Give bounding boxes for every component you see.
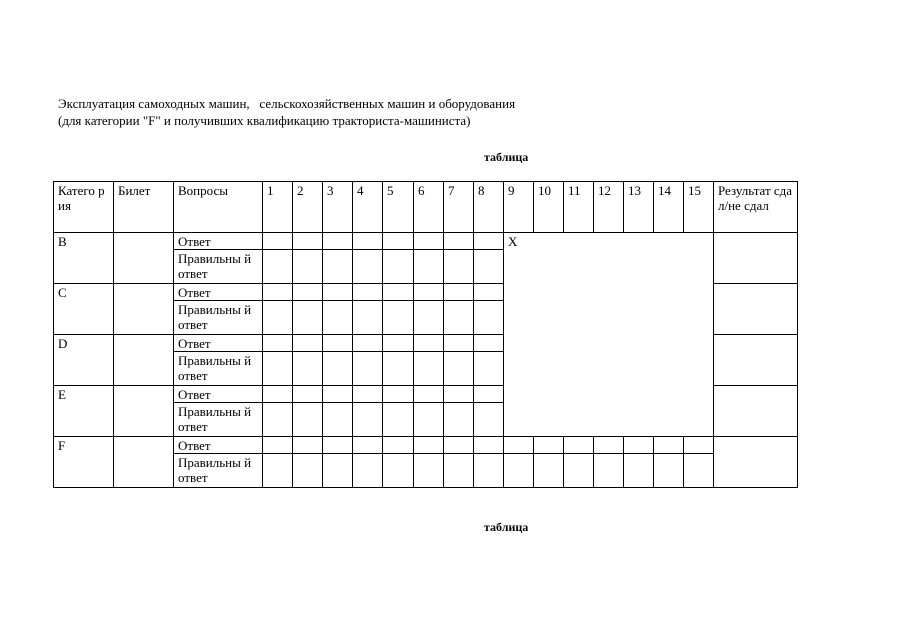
header-question-number: 1 bbox=[263, 182, 293, 233]
answer-label: Ответ bbox=[174, 335, 263, 352]
answer-cell bbox=[474, 437, 504, 454]
correct-answer-cell bbox=[293, 454, 323, 488]
category-cell: F bbox=[54, 437, 114, 488]
correct-answer-cell bbox=[474, 352, 504, 386]
answer-cell bbox=[263, 386, 293, 403]
header-question-number: 11 bbox=[564, 182, 594, 233]
answer-cell bbox=[624, 437, 654, 454]
correct-answer-cell bbox=[444, 250, 474, 284]
correct-answer-cell bbox=[383, 250, 414, 284]
header-question-number: 3 bbox=[323, 182, 353, 233]
correct-answer-label: Правильны й ответ bbox=[174, 454, 263, 488]
answer-cell bbox=[383, 386, 414, 403]
ticket-cell bbox=[114, 233, 174, 284]
category-cell: B bbox=[54, 233, 114, 284]
category-cell: D bbox=[54, 335, 114, 386]
correct-answer-cell bbox=[323, 454, 353, 488]
answer-cell bbox=[474, 386, 504, 403]
answer-cell bbox=[594, 437, 624, 454]
answer-cell bbox=[323, 335, 353, 352]
correct-answer-cell bbox=[684, 454, 714, 488]
correct-answer-cell bbox=[353, 352, 383, 386]
answer-cell bbox=[564, 437, 594, 454]
header-question-number: 5 bbox=[383, 182, 414, 233]
answer-cell bbox=[263, 284, 293, 301]
correct-answer-cell bbox=[323, 352, 353, 386]
correct-answer-cell bbox=[353, 301, 383, 335]
answer-cell bbox=[263, 335, 293, 352]
answer-cell bbox=[474, 335, 504, 352]
header-question-number: 10 bbox=[534, 182, 564, 233]
correct-answer-cell bbox=[263, 250, 293, 284]
heading-line-2: (для категории "F" и получивших квалификацию тракториста-машиниста) bbox=[58, 113, 471, 128]
answer-cell bbox=[353, 386, 383, 403]
header-question-number: 8 bbox=[474, 182, 504, 233]
answer-cell bbox=[414, 335, 444, 352]
header-question-number: 14 bbox=[654, 182, 684, 233]
answer-cell bbox=[323, 284, 353, 301]
answer-cell bbox=[383, 284, 414, 301]
answer-label: Ответ bbox=[174, 233, 263, 250]
correct-answer-cell bbox=[263, 403, 293, 437]
correct-answer-cell bbox=[624, 454, 654, 488]
answer-cell bbox=[444, 386, 474, 403]
correct-answer-cell bbox=[383, 403, 414, 437]
answer-cell bbox=[444, 437, 474, 454]
table-row bbox=[54, 437, 798, 454]
answer-cell bbox=[263, 437, 293, 454]
answer-cell bbox=[383, 437, 414, 454]
correct-answer-cell bbox=[293, 250, 323, 284]
answer-cell bbox=[474, 233, 504, 250]
category-cell: C bbox=[54, 284, 114, 335]
answer-label: Ответ bbox=[174, 437, 263, 454]
answer-cell bbox=[444, 335, 474, 352]
answer-cell bbox=[293, 437, 323, 454]
table-label-bottom: таблица bbox=[484, 520, 529, 534]
answer-cell bbox=[353, 437, 383, 454]
answer-cell bbox=[414, 233, 444, 250]
ticket-cell bbox=[114, 437, 174, 488]
table-label-top: таблица bbox=[484, 150, 529, 164]
correct-answer-cell bbox=[474, 250, 504, 284]
correct-answer-cell bbox=[414, 454, 444, 488]
answer-cell bbox=[474, 284, 504, 301]
header-question-number: 2 bbox=[293, 182, 323, 233]
answer-cell bbox=[323, 437, 353, 454]
correct-answer-cell bbox=[594, 454, 624, 488]
header-question-number: 4 bbox=[353, 182, 383, 233]
header-result: Результат сдал/не сдал bbox=[714, 182, 798, 233]
category-cell: E bbox=[54, 386, 114, 437]
correct-answer-cell bbox=[323, 403, 353, 437]
heading-line-1: Эксплуатация самоходных машин, сельскохозяйственных машин и оборудования bbox=[58, 96, 516, 111]
header-ticket: Билет bbox=[114, 182, 174, 233]
ticket-cell bbox=[114, 386, 174, 437]
correct-answer-cell bbox=[383, 352, 414, 386]
correct-answer-label: Правильны й ответ bbox=[174, 301, 263, 335]
correct-answer-label: Правильны й ответ bbox=[174, 403, 263, 437]
answer-cell bbox=[293, 233, 323, 250]
correct-answer-cell bbox=[383, 301, 414, 335]
document-heading bbox=[58, 95, 515, 129]
correct-answer-cell bbox=[564, 454, 594, 488]
answer-cell bbox=[293, 386, 323, 403]
result-cell bbox=[714, 233, 798, 284]
answer-cell bbox=[444, 284, 474, 301]
correct-answer-cell bbox=[444, 454, 474, 488]
answer-label: Ответ bbox=[174, 284, 263, 301]
correct-answer-cell bbox=[293, 403, 323, 437]
exam-table bbox=[53, 181, 798, 488]
correct-answer-cell bbox=[474, 454, 504, 488]
answer-label: Ответ bbox=[174, 386, 263, 403]
correct-answer-cell bbox=[504, 454, 534, 488]
answer-cell bbox=[684, 437, 714, 454]
result-cell bbox=[714, 284, 798, 335]
correct-answer-cell bbox=[263, 301, 293, 335]
correct-answer-cell bbox=[323, 301, 353, 335]
correct-answer-cell bbox=[323, 250, 353, 284]
result-cell bbox=[714, 437, 798, 488]
correct-answer-cell bbox=[414, 352, 444, 386]
answer-cell bbox=[323, 386, 353, 403]
answer-cell bbox=[293, 284, 323, 301]
header-question-number: 15 bbox=[684, 182, 714, 233]
answer-cell bbox=[353, 284, 383, 301]
correct-answer-label: Правильны й ответ bbox=[174, 250, 263, 284]
correct-answer-cell bbox=[414, 250, 444, 284]
correct-answer-cell bbox=[444, 352, 474, 386]
answer-cell bbox=[323, 233, 353, 250]
table-header-row bbox=[54, 182, 798, 233]
answer-cell bbox=[534, 437, 564, 454]
correct-answer-cell bbox=[353, 403, 383, 437]
answer-cell bbox=[504, 437, 534, 454]
header-question-number: 12 bbox=[594, 182, 624, 233]
header-question-number: 6 bbox=[414, 182, 444, 233]
correct-answer-cell bbox=[444, 403, 474, 437]
header-category: Катего рия bbox=[54, 182, 114, 233]
answer-cell bbox=[414, 386, 444, 403]
answer-cell bbox=[414, 437, 444, 454]
correct-answer-cell bbox=[444, 301, 474, 335]
answer-cell bbox=[654, 437, 684, 454]
result-cell bbox=[714, 386, 798, 437]
correct-answer-cell bbox=[353, 454, 383, 488]
correct-answer-cell bbox=[534, 454, 564, 488]
merged-na-block: X bbox=[504, 233, 714, 437]
answer-cell bbox=[414, 284, 444, 301]
header-questions: Вопросы bbox=[174, 182, 263, 233]
answer-cell bbox=[263, 233, 293, 250]
correct-answer-cell bbox=[414, 301, 444, 335]
correct-answer-cell bbox=[293, 352, 323, 386]
correct-answer-label: Правильны й ответ bbox=[174, 352, 263, 386]
answer-cell bbox=[293, 335, 323, 352]
correct-answer-cell bbox=[263, 454, 293, 488]
correct-answer-cell bbox=[263, 352, 293, 386]
correct-answer-cell bbox=[474, 301, 504, 335]
correct-answer-cell bbox=[383, 454, 414, 488]
answer-cell bbox=[353, 335, 383, 352]
correct-answer-cell bbox=[474, 403, 504, 437]
correct-answer-cell bbox=[414, 403, 444, 437]
table-row bbox=[54, 233, 798, 250]
answer-cell bbox=[353, 233, 383, 250]
answer-cell bbox=[383, 335, 414, 352]
ticket-cell bbox=[114, 284, 174, 335]
ticket-cell bbox=[114, 335, 174, 386]
header-question-number: 13 bbox=[624, 182, 654, 233]
header-question-number: 7 bbox=[444, 182, 474, 233]
correct-answer-cell bbox=[293, 301, 323, 335]
result-cell bbox=[714, 335, 798, 386]
answer-cell bbox=[383, 233, 414, 250]
header-question-number: 9 bbox=[504, 182, 534, 233]
answer-cell bbox=[444, 233, 474, 250]
correct-answer-cell bbox=[654, 454, 684, 488]
correct-answer-cell bbox=[353, 250, 383, 284]
